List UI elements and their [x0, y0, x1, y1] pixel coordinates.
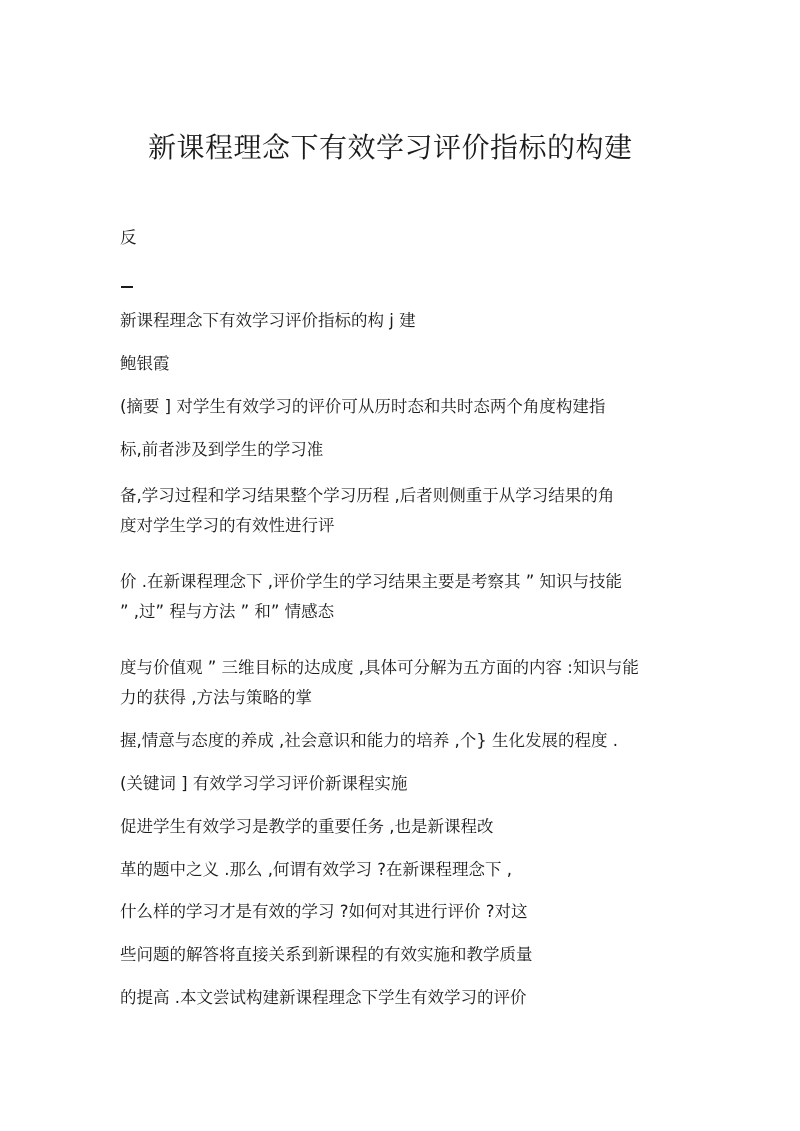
abstract-line: 度对学生学习的有效性进行评	[120, 516, 335, 535]
stray-character: 反	[120, 228, 137, 247]
document-title: 新课程理念下有效学习评价指标的构建	[148, 131, 633, 164]
keywords-line: (关键词 ] 有效学习学习评价新课程实施	[120, 774, 408, 793]
abstract-line: (摘要 ] 对学生有效学习的评价可从历时态和共时态两个角度构建指	[120, 397, 606, 416]
author-name: 鲍银霞	[120, 354, 170, 373]
abstract-line: 力的获得 ,方法与策略的掌	[120, 688, 312, 707]
body-line: 的提高 .本文尝试构建新课程理念下学生有效学习的评价	[120, 988, 527, 1007]
body-line: 促进学生有效学习是教学的重要任务 ,也是新课程改	[120, 817, 494, 836]
divider-dash	[121, 286, 133, 288]
subtitle-line: 新课程理念下有效学习评价指标的构 j 建	[120, 311, 416, 330]
abstract-line: 备,学习过程和学习结果整个学习历程 ,后者则侧重于从学习结果的角	[120, 486, 615, 505]
body-line: 革的题中之义 .那么 ,何谓有效学习 ?在新课程理念下 ,	[120, 860, 512, 879]
abstract-line: 价 .在新课程理念下 ,评价学生的学习结果主要是考察其 ” 知识与技能	[120, 572, 623, 591]
abstract-line: ” ,过” 程与方法 ” 和” 情感态	[120, 602, 335, 621]
abstract-line: 度与价值观 ” 三维目标的达成度 ,具体可分解为五方面的内容 :知识与能	[120, 658, 639, 677]
body-line: 什么样的学习才是有效的学习 ?如何对其进行评价 ?对这	[120, 902, 528, 921]
abstract-line: 标,前者涉及到学生的学习准	[120, 440, 324, 459]
body-line: 些问题的解答将直接关系到新课程的有效实施和教学质量	[120, 945, 533, 964]
abstract-line: 握,情意与态度的养成 ,社会意识和能力的培养 ,个} 生化发展的程度 .	[120, 731, 618, 750]
